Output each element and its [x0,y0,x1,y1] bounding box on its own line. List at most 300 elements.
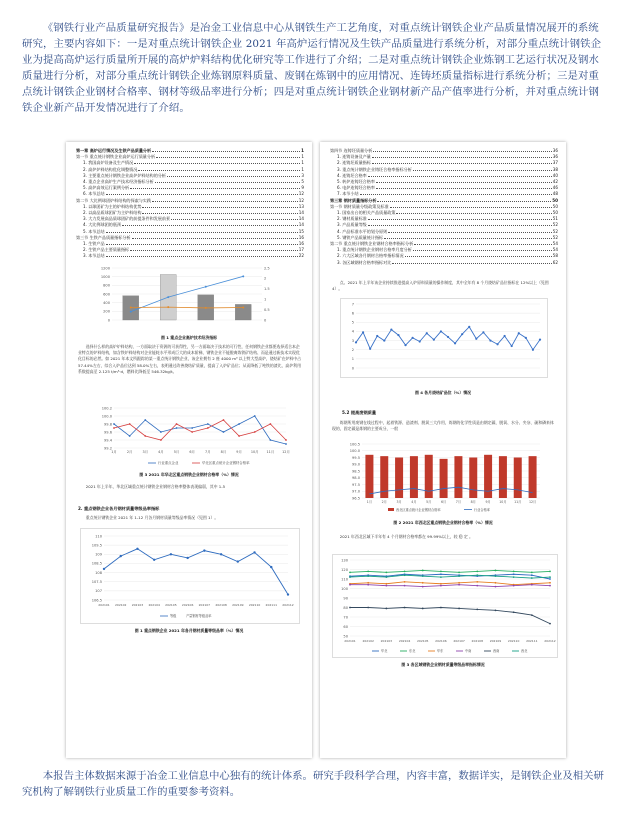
x-tick-label: 5月 [426,500,432,504]
toc-leader-dots [377,201,551,202]
x-tick-label: 202106 [181,603,194,607]
data-point [404,344,406,346]
data-point [549,585,551,587]
data-point [549,582,551,584]
toc-leader-dots [368,176,552,177]
toc-leader-dots [390,207,552,208]
data-point [458,582,460,584]
data-point [475,338,477,340]
y-tick-label: 7 [351,302,354,307]
data-point [269,439,271,441]
data-point [495,582,497,584]
figure-sinter-grade [340,298,548,378]
section-heading: 5.2 提高废钢质量 [342,410,377,415]
legend-label: 西南 [493,649,500,654]
data-point [458,575,460,577]
legend-label: 华北区重点统计企业钢材合格率 [202,461,250,466]
x-tick-label: 6月 [189,450,195,454]
data-point [476,585,478,587]
toc-entry [76,253,304,259]
data-point [422,570,424,572]
data-point [476,581,478,583]
toc-entry-title: 4. 产品标准水平的划分原则 [337,228,388,234]
data-point [426,332,428,334]
toc-entry-title: 2. 钢材质量标准 [337,216,367,222]
y-tick-label: 1 [351,357,354,362]
toc-leader-dots [152,201,298,202]
toc-entry-title: 3. 重点统计钢铁企业铸坯合格率指标分析 [337,166,412,172]
series-line [114,420,286,440]
toc-entry-page: 48 [552,191,558,197]
data-point [397,334,399,336]
toc-entry-page: 40 [552,172,558,178]
toc-entry-title: 2. 连铸坯质量指标 [337,160,371,166]
x-tick-label: 6月 [440,500,447,504]
toc-entry-page: 14 [298,222,304,228]
data-point [458,584,460,586]
toc-entry-title: 1. 以球团矿为主的炉料结构优势 [83,203,142,209]
northwest-pass-rate-chart [342,440,546,516]
y-tick-label: 110 [95,534,102,539]
data-point [511,345,513,347]
figure-caption: 图 1 重点企业高炉技术经济指标 [161,335,217,340]
toc-entry-title: 3. 本节总结 [83,253,105,259]
x-tick-label: 1月 [111,450,117,454]
toc-leader-dots [134,163,300,164]
data-point [191,431,193,433]
toc-entry-title: 3. 大力发展高品质球团矿的前提条件和发展前景 [83,216,171,222]
toc-leader-dots [142,207,297,208]
x-tick-label: 4月 [411,500,417,504]
x-tick-label: 3月 [396,500,402,504]
bar [365,455,373,498]
data-point [237,560,239,562]
body-paragraph: 2021 年上半年，华北区域重点统计钢铁企业钢材合格率整体表现偏弱，其中 1-5 [85,484,226,489]
y-tick-label: 0 [107,318,110,323]
data-point [539,339,541,341]
toc-entry-page: 13 [298,203,304,209]
data-point [476,609,478,611]
data-point [385,571,387,573]
y-tick-label: 1 [264,297,267,302]
data-point [433,339,435,341]
figure-furnace-indicators [96,262,282,330]
data-point [170,553,172,555]
toc-leader-dots [155,182,301,183]
data-point [513,573,515,575]
toc-leader-dots [414,244,552,245]
toc-entry-page: 52 [552,234,558,240]
data-point [285,443,287,445]
y-tick-label: 60 [343,624,348,629]
data-point [167,306,169,308]
data-point [254,415,256,417]
data-point [130,307,132,309]
data-point [167,296,169,298]
toc-leader-dots [396,213,551,214]
toc-leader-dots [106,232,298,233]
data-point [205,307,207,309]
figure-caption: 图 2 2021 年西北区重点钢铁企业钢材合格率（%）情况 [393,520,493,525]
right-report-page [320,142,566,758]
left-report-page [66,142,312,758]
toc-entry-page: 54 [552,247,558,253]
toc-entry [330,260,558,266]
monthly-grade-rate-chart [80,528,300,624]
toc-entry-page: 50 [552,197,558,203]
y-tick-label: 109.5 [91,543,102,548]
y-tick-label: 1.5 [264,287,270,292]
data-point [458,608,460,610]
data-point [476,571,478,573]
data-point [367,584,369,586]
data-point [518,332,520,334]
toc-leader-dots [106,194,298,195]
toc-entry-title: 1. 生铁产品 [83,241,105,247]
x-tick-label: 8月 [470,500,476,504]
data-point [404,571,406,573]
toc-entry-page: 1 [301,166,304,172]
data-point [129,423,131,425]
toc-entry-title: 5. 钢铁产品质量统计指标 [337,234,384,240]
data-point [513,571,515,573]
data-point [376,335,378,337]
data-point [349,576,351,578]
data-point [412,337,414,339]
toc-entry-title: 第三章 钢材质量指标分析 [330,197,377,203]
data-point [495,570,497,572]
toc-entry-title: 5. 高炉高效运行案例分析 [83,185,130,191]
toc-entry-title: 第四节 连铸坯质量分析 [330,148,373,153]
toc-entry-title: 1. 重点统计钢铁企业钢材合格率月度分析 [337,247,412,253]
x-tick-label: 202101 [344,639,356,643]
toc-entry-page: 36 [552,154,558,160]
toc-leader-dots [152,151,300,152]
x-tick-label: 202103 [131,603,144,607]
data-point [223,431,225,433]
toc-entry-title: 第二节 大比例球团炉料结构的探索与实践 [76,197,151,203]
x-tick-label: 202111 [265,603,277,607]
data-point [447,336,449,338]
toc-entry-title: 第一节 重点统计钢铁企业高炉运行质量分析 [76,154,156,160]
toc-entry-title: 2. 生铁产品主要质量指标 [83,247,130,253]
x-tick-label: 202109 [232,603,244,607]
data-point [422,586,424,588]
report-intro-paragraph: 《钢铁行业产品质量研究报告》是冶金工业信息中心从钢铁生产工艺角度，对重点统计钢铁企业产品质量情况展开的系统研究，主要内容如下：一是对重点统计钢铁企业 2021 年高炉运行情况及生铁产品质量进行系统分析，对部分重点统计钢铁企业为提高高炉运行质量所开展的高炉炉料结构优化研究等工作进行了介绍；二是对重点统计钢铁企业炼钢工艺运行状况及钢水质量进行分析，对部分重点统计钢铁企业炼钢原料质量、废钢在炼钢中的应用情况、连铸坯质量指标进行系统分析；三是对重点统计钢铁企业钢材合格率、钢材等级品率进行分析；四是对重点统计钢铁企业钢材新产品产值率进行分析，并对重点统计钢铁企业新产品开发情况进行了介绍。 [22,22,602,114]
toc-entry-title: 7. 本节小结 [337,191,359,197]
body-paragraph: 点。2021 年上半年该企业持续推进提高入炉原料质量的操作制度，其中全年有 8 个月烧结矿品位指标在 12%以上（见图 4）。 [332,280,549,292]
data-point [422,608,424,610]
data-point [495,586,497,588]
y-tick-label: 110 [341,577,348,582]
toc-entry-page: 1 [301,160,304,166]
data-point [144,435,146,437]
y-tick-label: 600 [103,292,110,297]
legend-label: 东北 [409,649,416,654]
figure-regional-grade-rate [332,554,558,658]
toc-leader-dots [106,256,298,257]
data-point [440,330,442,332]
figure-caption: 图 4 各月烧结矿品位（%）情况 [414,390,471,395]
data-point [404,574,406,576]
toc-entry-title: 2. 以高品质球团矿为主炉料结构 [83,210,142,216]
data-point [220,553,222,555]
series-line [131,307,244,308]
toc-leader-dots [413,170,552,171]
y-tick-label: 400 [103,300,110,305]
toc-entry-title: 1. 国家出台的相关产品质量政策 [337,210,396,216]
data-point [285,439,287,441]
data-point [422,582,424,584]
bar [454,456,462,498]
data-point [160,431,162,433]
y-tick-label: 1200 [100,266,110,271]
toc-entry-page: 50 [552,210,558,216]
data-point [504,335,506,337]
toc-entry-page: 36 [552,148,558,153]
data-point [461,333,463,335]
data-point [440,571,442,573]
bar [499,456,507,498]
y-tick-label: 2 [351,348,354,353]
x-tick-label: 9月 [236,450,242,454]
data-point [113,423,115,425]
x-tick-label: 202104 [398,639,411,643]
x-tick-label: 10月 [499,500,507,504]
y-tick-label: 108.5 [91,561,102,566]
data-point [103,568,105,570]
data-point [238,423,240,425]
y-tick-label: 100.2 [101,406,112,411]
data-point [153,559,155,561]
toc-entry-page: 58 [552,253,558,259]
toc-leader-dots [368,219,552,220]
data-point [238,435,240,437]
toc-entry-page: 17 [298,247,304,253]
x-tick-label: 202111 [526,639,538,643]
x-tick-label: 5月 [173,450,180,454]
data-point [531,574,533,576]
toc-entry-title: 1. 连铸设备及产量 [337,154,371,160]
figure-monthly-grade-rate [80,528,300,624]
toc-leader-dots [373,151,552,152]
x-tick-label: 202107 [453,639,465,643]
toc-leader-dots [130,188,300,189]
x-tick-label: 202108 [471,639,483,643]
figure-north-china-pass-rate [92,402,292,468]
toc-leader-dots [156,157,300,158]
legend-label: 中南 [465,649,472,654]
data-point [385,608,387,610]
x-tick-label: 202104 [148,603,160,607]
x-tick-label: 3月 [142,450,149,454]
y-tick-label: 99.4 [103,438,112,443]
bar [469,458,477,499]
data-point [130,311,132,313]
furnace-indicator-chart [96,262,282,330]
toc-entry-title: 4. 重点企业高炉生产技术经济指标分析 [83,179,154,185]
x-tick-label: 202103 [380,639,393,643]
data-point [496,343,498,345]
x-tick-label: 7月 [455,500,462,504]
data-point [458,571,460,573]
y-tick-label: 3 [351,338,354,343]
toc-leader-dots [171,219,298,220]
toc-entry-title: 第一章 高炉运行情况及生铁产品质量分析 [76,148,152,153]
data-point [549,578,551,580]
x-tick-label: 8月 [220,450,227,454]
report-outro-paragraph: 本报告主体数据来源于冶金工业信息中心独有的统计体系。研究手段科学合理，内容丰富，数据详实，是钢铁企业及相关研究机构了解钢铁行业质量工作的重要参考资料。 [22,770,604,798]
toc-leader-dots [142,213,297,214]
table-of-contents-left [76,148,304,260]
data-point [349,607,351,609]
y-tick-label: 70 [343,615,348,620]
data-point [440,585,442,587]
toc-leader-dots [372,157,552,158]
toc-leader-dots [388,232,552,233]
y-tick-label: 98.5 [351,469,360,474]
x-tick-label: 12月 [528,500,537,504]
legend-label: 行业重点企业 [158,461,179,466]
y-tick-label: 107.5 [91,580,102,585]
data-point [549,571,551,573]
legend-label: 行业合格率 [474,508,490,512]
data-point [367,582,369,584]
data-point [367,571,369,573]
x-tick-label: 202105 [417,639,429,643]
table-of-contents-right [330,148,558,266]
y-tick-label: 2 [264,276,267,281]
toc-leader-dots [384,238,552,239]
data-point [531,577,533,579]
figure-caption: 图 3 2021 年华北区重点钢铁企业钢材合格率（%）情况 [139,472,239,477]
data-point [385,585,387,587]
toc-entry-page: 54 [552,241,558,247]
data-point [242,275,244,277]
data-point [513,585,515,587]
x-tick-label: 11月 [514,500,522,504]
toc-leader-dots [392,263,551,264]
bar [395,458,403,499]
data-point [113,427,115,429]
data-point [525,337,527,339]
data-point [270,566,272,568]
x-tick-label: 202112 [282,603,294,607]
x-tick-label: 202107 [198,603,211,607]
data-point [207,423,209,425]
toc-entry-page: 5 [301,179,304,185]
x-tick-label: 4月 [158,450,164,454]
data-point [349,571,351,573]
y-tick-label: 4 [351,329,354,334]
data-point [422,575,424,577]
data-point [440,576,442,578]
toc-leader-dots [360,194,552,195]
toc-entry-page: 52 [552,222,558,228]
toc-entry-title: 第二节 重点统计钢铁企业钢材合格率指标分析 [330,241,414,247]
legend-swatch [388,508,394,511]
toc-entry-page: 46 [552,185,558,191]
data-point [468,326,470,328]
toc-leader-dots [122,225,298,226]
data-point [532,349,534,351]
y-tick-label: 106.5 [91,598,102,603]
x-tick-label: 202109 [489,639,502,643]
y-tick-label: 0.5 [264,307,270,312]
toc-entry-page: 3 [301,172,304,178]
data-point [203,549,205,551]
toc-entry-page: 22 [298,253,304,259]
toc-entry-page: 15 [298,228,304,234]
data-point [367,575,369,577]
y-tick-label: 100.0 [349,449,360,454]
x-tick-label: 202110 [507,639,520,643]
data-point [531,571,533,573]
toc-leader-dots [372,163,552,164]
toc-leader-dots [138,170,300,171]
toc-entry-page: 42 [552,179,558,185]
figure-northwest-pass-rate [342,440,546,516]
sinter-grade-chart [340,298,548,378]
y-tick-label: 109 [95,552,102,557]
toc-entry-title: 2. 六大区域各月钢材合格率指标情况 [337,253,404,259]
figure-caption: 图 1 重点钢铁企业 2021 年各月钢材质量等级品率（%）情况 [134,628,244,633]
x-tick-label: 11月 [266,450,275,454]
data-point [383,339,385,341]
x-tick-label: 202101 [98,603,110,607]
data-point [160,439,162,441]
data-point [531,614,533,616]
y-tick-label: 1000 [100,274,110,279]
toc-entry-title: 1. 我国高炉设备及生产情况 [83,160,134,166]
legend-label: 产量钢材等级品率 [186,614,212,619]
y-tick-label: 97.5 [351,482,360,487]
toc-entry-page: 14 [298,216,304,222]
y-tick-label: 99.5 [351,455,360,460]
data-point [205,286,207,288]
data-point [513,576,515,578]
toc-entry-page: 37 [552,160,558,166]
data-point [385,576,387,578]
data-point [440,583,442,585]
data-point [136,548,138,550]
toc-entry-title: 6. 电炉连铸坯合格率 [337,185,375,191]
data-point [489,339,491,341]
x-tick-label: 202108 [215,603,227,607]
x-tick-label: 10月 [250,450,259,454]
y-tick-label: 0 [264,318,267,323]
y-tick-label: 99.2 [103,446,112,451]
data-point [482,331,484,333]
toc-entry-page: 52 [552,228,558,234]
data-point [454,342,456,344]
toc-entry-page: 62 [552,259,558,265]
data-point [223,419,225,421]
x-tick-label: 2月 [126,450,133,454]
y-tick-label: 5 [351,320,354,325]
y-tick-label: 2.5 [264,266,270,271]
y-tick-label: 96.5 [351,496,360,501]
data-point [176,427,178,429]
y-tick-label: 99.0 [351,462,360,467]
toc-entry-title: 4. 连铸坯合格率 [337,172,367,178]
toc-entry-page: 16 [298,241,304,247]
toc-leader-dots [405,256,552,257]
data-point [390,329,392,331]
data-point [242,307,244,309]
chart-frame [81,529,300,624]
legend-label: 华东 [437,649,444,654]
